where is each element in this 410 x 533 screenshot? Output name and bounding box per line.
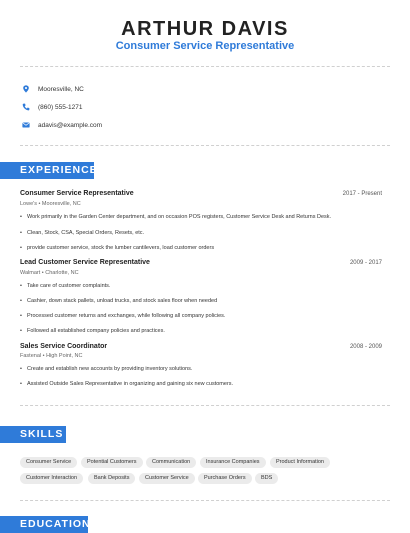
skill-tag: Product Information	[270, 457, 330, 468]
job-bullet: • Create and establish new accounts by providing inventory solutions.	[20, 366, 193, 372]
job-bullet: • Processed customer returns and exchanges, while following all company policies.	[20, 313, 226, 319]
job-bullet: • Work primarily in the Garden Center department, and on occasion POS registers, Customer Service Desk and Returns Desk.	[20, 214, 332, 220]
bullet-text: Clean, Stock, CSA, Special Orders, Resets, etc.	[27, 230, 145, 236]
job-company: Walmart • Charlotte, NC	[20, 270, 79, 276]
bullet-text: Processed customer returns and exchanges, while following all company policies.	[27, 313, 226, 319]
skill-tag: BDS	[255, 473, 278, 484]
job-bullet: • Assisted Outside Sales Representative in organizing and gaining six new customers.	[20, 381, 234, 387]
bullet-text: Create and establish new accounts by providing inventory solutions.	[27, 366, 193, 372]
contact-location	[22, 85, 84, 93]
skill-tag: Bank Deposits	[88, 473, 135, 484]
job-bullet: • Followed all established company policies and practices.	[20, 328, 165, 334]
email-text: adavis@example.com	[38, 121, 103, 129]
job-title: Sales Service Coordinator	[20, 343, 108, 350]
skill-tag: Communication	[146, 457, 196, 468]
bullet-text: provide customer service, stock the lumber cantilevers, load customer orders	[27, 245, 215, 251]
candidate-name: ARTHUR DAVIS	[121, 18, 289, 40]
skill-tag: Consumer Service	[20, 457, 77, 468]
job-dates: 2009 - 2017	[349, 260, 382, 266]
job-bullet: • Take care of customer complaints.	[20, 283, 111, 289]
email-icon	[22, 121, 30, 129]
location-text: Mooresville, NC	[38, 85, 84, 93]
job-bullet: • provide customer service, stock the lumber cantilevers, load customer orders	[20, 245, 215, 251]
bullet-text: Followed all established company policies and practices.	[27, 328, 165, 334]
skill-tag: Insurance Companies	[200, 457, 266, 468]
skill-tag: Purchase Orders	[198, 473, 252, 484]
divider	[20, 500, 390, 501]
skill-tag: Customer Interaction	[20, 473, 83, 484]
job-title: Consumer Service Representative	[20, 190, 134, 197]
skill-tag: Potential Customers	[81, 457, 143, 468]
skill-tag: Customer Service	[139, 473, 195, 484]
contact-phone	[22, 103, 82, 111]
candidate-title: Consumer Service Representative	[115, 40, 295, 52]
divider	[20, 405, 390, 406]
divider	[20, 66, 390, 67]
job-title: Lead Customer Service Representative	[20, 259, 150, 266]
bullet-text: Cashier, down stack pallets, unload trucks, and stock sales floor when needed	[27, 298, 218, 304]
location-pin-icon	[22, 85, 30, 93]
phone-icon	[22, 103, 30, 111]
section-header-education: EDUCATION	[0, 516, 88, 533]
job-dates: 2017 - Present	[342, 191, 382, 197]
bullet-text: Work primarily in the Garden Center department, and on occasion POS registers, Customer Service Desk and Returns Desk.	[27, 214, 332, 220]
phone-text: (860) 555-1271	[38, 103, 83, 111]
section-header-skills: SKILLS	[0, 426, 66, 443]
job-company: Fastenal • High Point, NC	[20, 353, 83, 359]
contact-email	[22, 121, 102, 129]
divider	[20, 145, 390, 146]
job-dates: 2008 - 2009	[349, 344, 382, 350]
job-bullet: • Cashier, down stack pallets, unload trucks, and stock sales floor when needed	[20, 298, 218, 304]
bullet-text: Take care of customer complaints.	[27, 283, 111, 289]
job-company: Lowe's • Mooresville, NC	[20, 201, 81, 207]
job-bullet: • Clean, Stock, CSA, Special Orders, Resets, etc.	[20, 230, 145, 236]
bullet-text: Assisted Outside Sales Representative in organizing and gaining six new customers.	[27, 381, 234, 387]
section-header-experience: EXPERIENCE	[0, 162, 94, 179]
